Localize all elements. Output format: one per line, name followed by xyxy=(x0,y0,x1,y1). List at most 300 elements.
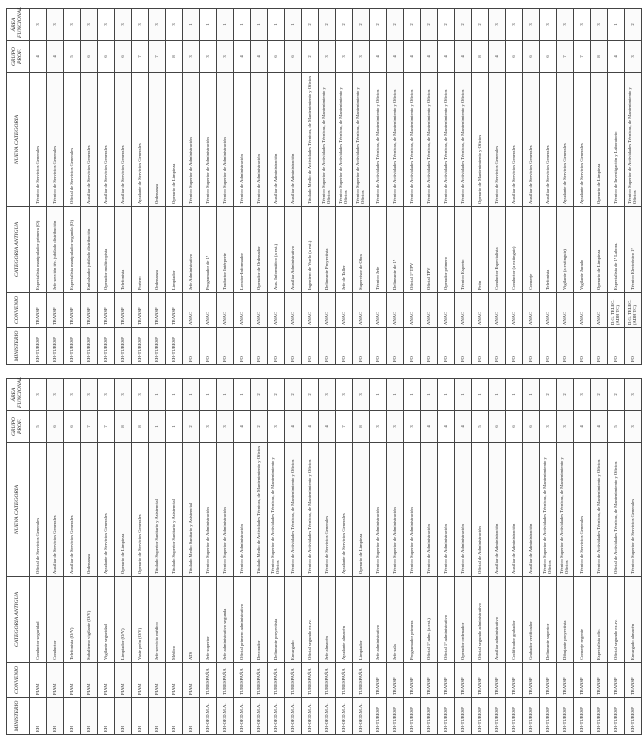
cell-grupo-prof: 7 xyxy=(149,41,166,73)
table-row xyxy=(98,9,115,365)
cell-grupo-prof: 4 xyxy=(574,411,591,443)
cell-categoria-antigua: Jefe administrativo xyxy=(370,577,387,663)
cell-convenio: TRANSP xyxy=(540,663,557,698)
cell-grupo-prof: 6 xyxy=(506,411,523,443)
cell-grupo-prof: 4 xyxy=(285,411,302,443)
cell-categoria-antigua: Dibujante proyectista xyxy=(557,577,574,663)
cell-convenio: ANAC xyxy=(183,293,200,328)
cell-ministerio: EH-TURESP xyxy=(557,698,574,735)
cell-grupo-prof: 4 xyxy=(387,41,404,73)
cell-grupo-prof: 8 xyxy=(353,411,370,443)
cell-ministerio: FO xyxy=(234,328,251,365)
table-row xyxy=(132,379,149,735)
cell-area-funcional: 3 xyxy=(506,9,523,41)
cell-categoria-antigua: Auxiliar Administrativo xyxy=(285,207,302,293)
cell-categoria-antigua: Vaste peón (O/V) xyxy=(132,577,149,663)
cell-ministerio: FO xyxy=(438,328,455,365)
cell-convenio: ANAC xyxy=(591,293,608,328)
cell-ministerio: EH-TURESP xyxy=(132,328,149,365)
cell-convenio: PIAM xyxy=(149,663,166,698)
cell-convenio: ANAC xyxy=(251,293,268,328)
cell-grupo-prof: 3 xyxy=(625,411,642,443)
table-row xyxy=(625,379,642,735)
cell-area-funcional: 3 xyxy=(47,379,64,411)
cell-area-funcional: 2 xyxy=(319,9,336,41)
table-row xyxy=(268,9,285,365)
cell-nueva-categoria: Técnico de Administración xyxy=(234,443,251,577)
table-row xyxy=(489,9,506,365)
cell-categoria-antigua: Vigilante Jurado xyxy=(574,207,591,293)
header-area-funcional: ÁREA FUNCIONAL xyxy=(7,9,30,41)
cell-area-funcional: 2 xyxy=(387,9,404,41)
cell-grupo-prof: 6 xyxy=(81,41,98,73)
cell-ministerio: FO xyxy=(268,328,285,365)
cell-ministerio: EH-TURESP xyxy=(98,328,115,365)
table-header-row xyxy=(7,379,30,735)
cell-nueva-categoria: Técnico Superior de Actividades Técnicas, de Mantenimiento y Oficios xyxy=(625,73,642,207)
table-header-row xyxy=(7,9,30,365)
cell-ministerio: EH-TURESP xyxy=(506,698,523,735)
cell-grupo-prof: 4 xyxy=(234,411,251,443)
table-row xyxy=(251,379,268,735)
cell-area-funcional: 1 xyxy=(370,379,387,411)
cell-area-funcional: 3 xyxy=(47,9,64,41)
cell-convenio: ANAC xyxy=(268,293,285,328)
cell-area-funcional: 3 xyxy=(98,9,115,41)
cell-nueva-categoria: Técnico Superior de Actividades Técnicas, de Mantenimiento y Oficios xyxy=(268,443,285,577)
cell-categoria-antigua: Ingeniero de Vuelo (a ext.) xyxy=(302,207,319,293)
cell-grupo-prof: 3 xyxy=(404,411,421,443)
cell-ministerio: FO xyxy=(540,328,557,365)
table-row xyxy=(149,9,166,365)
cell-convenio: TRANSP xyxy=(132,293,149,328)
cell-convenio: TURESPAÑA xyxy=(336,663,353,698)
cell-categoria-antigua: Codificador grabador xyxy=(506,577,523,663)
cell-nueva-categoria: Auxiliar de Servicios Generales xyxy=(81,73,98,207)
table-row xyxy=(421,379,438,735)
table-row xyxy=(166,9,183,365)
cell-convenio: ANAC xyxy=(217,293,234,328)
cell-nueva-categoria: Técnico Superior de Actividades Técnicas, de Mantenimiento y Oficios xyxy=(336,73,353,207)
table-row xyxy=(353,379,370,735)
cell-area-funcional: 1 xyxy=(608,9,625,41)
cell-categoria-antigua: Oficial primero administrativo xyxy=(234,577,251,663)
cell-nueva-categoria: Técnico Superior de Actividades Técnicas, de Mantenimiento y Oficios xyxy=(353,73,370,207)
right-category-table xyxy=(6,8,642,365)
cell-nueva-categoria: Técnico de Actividades Técnicas, de Mantenimiento y Oficios xyxy=(404,73,421,207)
cell-ministerio: EH-TURESP xyxy=(574,698,591,735)
cell-convenio: TRANSP xyxy=(47,293,64,328)
cell-categoria-antigua: Telefonista xyxy=(115,207,132,293)
table-row xyxy=(472,9,489,365)
cell-ministerio: FO xyxy=(506,328,523,365)
cell-convenio: TRANSP xyxy=(149,293,166,328)
cell-convenio: TRANSP xyxy=(98,293,115,328)
table-row xyxy=(370,379,387,735)
cell-nueva-categoria: Técnico de Actividades Técnicas, de Mantenimiento y Oficios xyxy=(591,443,608,577)
cell-categoria-antigua: Limpiador (O/V) xyxy=(115,577,132,663)
cell-categoria-antigua: Traductor Intérprete xyxy=(217,207,234,293)
cell-convenio: TRANSP xyxy=(557,663,574,698)
cell-categoria-antigua: Programador primera xyxy=(404,577,421,663)
cell-categoria-antigua: Auxiliar administrativo xyxy=(489,577,506,663)
cell-ministerio: EH xyxy=(166,698,183,735)
cell-area-funcional: 3 xyxy=(30,379,47,411)
cell-grupo-prof: 3 xyxy=(336,41,353,73)
cell-nueva-categoria: Titulado Superior Sanitario y Asistencial xyxy=(149,443,166,577)
cell-ministerio: EH-TURESP xyxy=(489,698,506,735)
cell-area-funcional: 3 xyxy=(557,9,574,41)
table-row xyxy=(455,9,472,365)
cell-nueva-categoria: Auxiliar de Administración xyxy=(523,443,540,577)
cell-nueva-categoria: Técnico de Administración xyxy=(234,73,251,207)
cell-categoria-antigua: Grabador verificador xyxy=(523,577,540,663)
cell-convenio: ANAC xyxy=(438,293,455,328)
cell-grupo-prof: 3 xyxy=(200,41,217,73)
header-categoria-antigua: CATEGORIA ANTIGUA xyxy=(7,207,30,293)
table-row xyxy=(438,9,455,365)
table-row xyxy=(523,9,540,365)
table-row xyxy=(523,379,540,735)
cell-ministerio: EH xyxy=(30,698,47,735)
cell-ministerio: EH-OF.D.M.A. xyxy=(353,698,370,735)
cell-convenio: ANAC xyxy=(319,293,336,328)
cell-area-funcional: 1 xyxy=(489,379,506,411)
cell-convenio: TRANSP xyxy=(421,663,438,698)
cell-categoria-antigua: Delineante de 1ª xyxy=(387,207,404,293)
cell-grupo-prof: 4 xyxy=(30,41,47,73)
cell-nueva-categoria: Operario de Limpieza xyxy=(115,443,132,577)
table-row xyxy=(285,9,302,365)
cell-categoria-antigua: Limpiador xyxy=(353,577,370,663)
cell-grupo-prof: 6 xyxy=(268,41,285,73)
cell-nueva-categoria: Técnico Superior de Administración xyxy=(387,443,404,577)
cell-nueva-categoria: Ayudante de Servicios Generales xyxy=(336,443,353,577)
cell-convenio: ANAC xyxy=(421,293,438,328)
cell-convenio: TRANSP xyxy=(608,663,625,698)
table-row xyxy=(438,379,455,735)
cell-categoria-antigua: Especialista ofic. xyxy=(591,577,608,663)
cell-ministerio: EH xyxy=(81,698,98,735)
cell-convenio: ANAC xyxy=(370,293,387,328)
cell-categoria-antigua: Portero xyxy=(132,207,149,293)
cell-categoria-antigua: Jefe servicio médico xyxy=(149,577,166,663)
cell-nueva-categoria: Auxiliar de Servicios Generales xyxy=(115,73,132,207)
cell-grupo-prof: 7 xyxy=(557,41,574,73)
cell-convenio: TRANSP xyxy=(472,663,489,698)
cell-grupo-prof: 4 xyxy=(302,411,319,443)
table-row xyxy=(574,379,591,735)
cell-categoria-antigua: Delineante superior xyxy=(540,577,557,663)
cell-categoria-antigua: Conductor seguridad xyxy=(30,577,47,663)
cell-grupo-prof: 8 xyxy=(472,41,489,73)
table-row xyxy=(234,379,251,735)
left-category-table xyxy=(6,378,642,735)
cell-categoria-antigua: Jefe Administrativo xyxy=(183,207,200,293)
cell-nueva-categoria: Técnico Superior de Servicios Generales xyxy=(625,443,642,577)
cell-area-funcional: 3 xyxy=(336,379,353,411)
table-row xyxy=(47,9,64,365)
cell-grupo-prof: 4 xyxy=(438,411,455,443)
cell-categoria-antigua: Delineante proyectista xyxy=(268,577,285,663)
cell-categoria-antigua: Peón xyxy=(472,207,489,293)
table-row xyxy=(557,9,574,365)
cell-convenio: ANAC xyxy=(302,293,319,328)
header-convenio: CONVENIO xyxy=(7,293,30,328)
cell-grupo-prof: 8 xyxy=(132,411,149,443)
cell-categoria-antigua: Conductor (a extinguir) xyxy=(506,207,523,293)
cell-categoria-antigua: Telefonista xyxy=(540,207,557,293)
cell-categoria-antigua: Especialista de 1ª Labora. xyxy=(608,207,625,293)
table-row xyxy=(370,9,387,365)
cell-nueva-categoria: Ayudante de Servicios Generales xyxy=(132,73,149,207)
cell-nueva-categoria: Ordenanza xyxy=(81,443,98,577)
cell-grupo-prof: 5 xyxy=(472,411,489,443)
cell-area-funcional: 2 xyxy=(421,9,438,41)
cell-convenio: ANAC xyxy=(455,293,472,328)
cell-convenio: PIAM xyxy=(115,663,132,698)
cell-categoria-antigua: Encargado xyxy=(285,577,302,663)
header-ministerio: MINISTERIO xyxy=(7,328,30,365)
cell-grupo-prof: 3 xyxy=(370,411,387,443)
cell-ministerio: FO xyxy=(455,328,472,365)
cell-grupo-prof: 6 xyxy=(489,411,506,443)
cell-ministerio: FO xyxy=(557,328,574,365)
cell-grupo-prof: 2 xyxy=(183,411,200,443)
header-grupo-prof: GRUPO PROF. xyxy=(7,411,30,443)
cell-categoria-antigua: Conductor Especialista xyxy=(489,207,506,293)
cell-nueva-categoria: Oficial de Actividades Técnicas, de Mantenimiento y Oficios xyxy=(608,443,625,577)
cell-nueva-categoria: Auxiliar de Servicios Generales xyxy=(64,443,81,577)
table-row xyxy=(234,9,251,365)
header-convenio: CONVENIO xyxy=(7,663,30,698)
cell-area-funcional: 2 xyxy=(455,9,472,41)
cell-area-funcional: 1 xyxy=(438,379,455,411)
cell-convenio: TRANSP xyxy=(574,663,591,698)
cell-ministerio: FO xyxy=(404,328,421,365)
cell-nueva-categoria: Técnico de Servicios Generales xyxy=(319,443,336,577)
cell-nueva-categoria: Operario de Limpieza xyxy=(166,73,183,207)
table-row xyxy=(81,379,98,735)
cell-categoria-antigua: Oficial segundo administrativo xyxy=(472,577,489,663)
cell-categoria-antigua: Especialista manipulador segunda (O) xyxy=(64,207,81,293)
cell-area-funcional: 1 xyxy=(217,379,234,411)
cell-ministerio: FO xyxy=(370,328,387,365)
table-row xyxy=(251,9,268,365)
table-row xyxy=(506,9,523,365)
cell-ministerio: EH xyxy=(98,698,115,735)
table-row xyxy=(200,379,217,735)
cell-convenio: PIAM xyxy=(183,663,200,698)
table-row xyxy=(64,379,81,735)
cell-grupo-prof: 7 xyxy=(336,411,353,443)
cell-grupo-prof: 6 xyxy=(506,41,523,73)
cell-area-funcional: 3 xyxy=(30,9,47,41)
cell-area-funcional: 2 xyxy=(302,9,319,41)
cell-area-funcional: 3 xyxy=(98,379,115,411)
cell-nueva-categoria: Técnico Superior de Actividades Técnicas, de Mantenimiento y Oficios xyxy=(557,443,574,577)
cell-grupo-prof: 6 xyxy=(523,411,540,443)
table-row xyxy=(115,379,132,735)
cell-categoria-antigua: Conserje xyxy=(523,207,540,293)
cell-nueva-categoria: Auxiliar de Servicios Generales xyxy=(98,73,115,207)
cell-convenio: PIAM xyxy=(64,663,81,698)
cell-ministerio: FO xyxy=(285,328,302,365)
cell-ministerio: EH-OF.D.M.A. xyxy=(336,698,353,735)
cell-categoria-antigua: Operador ordenador xyxy=(455,577,472,663)
cell-convenio: PIAM xyxy=(47,663,64,698)
table-row xyxy=(166,379,183,735)
cell-grupo-prof: 3 xyxy=(183,41,200,73)
cell-convenio: ANAC xyxy=(336,293,353,328)
cell-nueva-categoria: Técnico Superior de Administración xyxy=(200,73,217,207)
table-row xyxy=(404,9,421,365)
cell-grupo-prof: 5 xyxy=(30,411,47,443)
cell-area-funcional: 1 xyxy=(268,9,285,41)
cell-area-funcional: 1 xyxy=(200,379,217,411)
cell-convenio: TRANSP xyxy=(455,663,472,698)
cell-grupo-prof: 6 xyxy=(523,41,540,73)
cell-area-funcional: 3 xyxy=(625,379,642,411)
table-row xyxy=(387,9,404,365)
cell-ministerio: EH xyxy=(132,698,149,735)
cell-area-funcional: 3 xyxy=(166,9,183,41)
cell-categoria-antigua: Decorador xyxy=(251,577,268,663)
cell-nueva-categoria: Auxiliar de Servicios Generales xyxy=(540,73,557,207)
cell-area-funcional: 2 xyxy=(302,379,319,411)
cell-categoria-antigua: Conductor xyxy=(47,577,64,663)
cell-nueva-categoria: Técnico de Servicios Generales xyxy=(574,443,591,577)
cell-convenio: TURESPAÑA xyxy=(353,663,370,698)
cell-grupo-prof: 6 xyxy=(64,411,81,443)
cell-grupo-prof: 2 xyxy=(251,411,268,443)
cell-categoria-antigua: Oficial segundo ex.rv. xyxy=(608,577,625,663)
cell-ministerio: EH-OF.D.M.A. xyxy=(251,698,268,735)
cell-grupo-prof: 4 xyxy=(370,41,387,73)
cell-convenio: PIAM xyxy=(81,663,98,698)
cell-ministerio: FO xyxy=(251,328,268,365)
cell-categoria-antigua: Jefe sección téc. jubilado distribución xyxy=(47,207,64,293)
cell-grupo-prof: 8 xyxy=(115,411,132,443)
cell-convenio: ANAC xyxy=(557,293,574,328)
cell-area-funcional: 1 xyxy=(183,9,200,41)
cell-convenio: TRANSP xyxy=(625,663,642,698)
cell-convenio: PIAM xyxy=(30,663,47,698)
cell-ministerio: FO xyxy=(353,328,370,365)
cell-categoria-antigua: Embalsador jubilado distribución xyxy=(81,207,98,293)
cell-convenio: TRANSP xyxy=(438,663,455,698)
cell-convenio: TURESPAÑA xyxy=(200,663,217,698)
cell-categoria-antigua: Especialista manipulador primera (O) xyxy=(30,207,47,293)
cell-grupo-prof: 6 xyxy=(115,41,132,73)
cell-area-funcional: 1 xyxy=(523,379,540,411)
cell-convenio: TRANSP xyxy=(591,663,608,698)
cell-nueva-categoria: Técnico de Administración xyxy=(421,443,438,577)
cell-ministerio: EH-TURESP xyxy=(591,698,608,735)
cell-area-funcional: 3 xyxy=(64,9,81,41)
cell-grupo-prof: 3 xyxy=(217,411,234,443)
table-row xyxy=(455,379,472,735)
cell-ministerio: FO xyxy=(336,328,353,365)
table-row xyxy=(319,9,336,365)
cell-grupo-prof: 4 xyxy=(438,41,455,73)
cell-area-funcional: 3 xyxy=(115,379,132,411)
cell-area-funcional: 2 xyxy=(591,379,608,411)
cell-ministerio: EH-TURESP xyxy=(30,328,47,365)
cell-grupo-prof: 7 xyxy=(574,41,591,73)
cell-convenio: TRANSP xyxy=(30,293,47,328)
cell-categoria-antigua: Técnico Experto xyxy=(455,207,472,293)
cell-ministerio: EH-TURESP xyxy=(115,328,132,365)
cell-grupo-prof: 1 xyxy=(166,411,183,443)
cell-ministerio: FO xyxy=(523,328,540,365)
cell-convenio: TRANSP xyxy=(115,293,132,328)
header-nueva-categoria: NUEVA CATEGORIA xyxy=(7,73,30,207)
cell-nueva-categoria: Técnico de Actividades Técnicas, de Mantenimiento y Oficios xyxy=(387,73,404,207)
cell-area-funcional: 1 xyxy=(455,379,472,411)
cell-grupo-prof: 4 xyxy=(455,41,472,73)
cell-convenio: TRANSP xyxy=(81,293,98,328)
cell-area-funcional: 1 xyxy=(183,379,200,411)
cell-convenio: TURESPAÑA xyxy=(268,663,285,698)
cell-convenio: ANAC xyxy=(472,293,489,328)
cell-nueva-categoria: Oficial de Servicios Generales xyxy=(64,73,81,207)
cell-area-funcional: 1 xyxy=(234,379,251,411)
table-row xyxy=(47,379,64,735)
cell-grupo-prof: 2 xyxy=(302,41,319,73)
cell-nueva-categoria: Ayudante de Servicios Generales xyxy=(98,443,115,577)
cell-categoria-antigua: Oficial 1ª adm. (a ext.) xyxy=(421,577,438,663)
cell-convenio: PIAM xyxy=(132,663,149,698)
table-row xyxy=(336,379,353,735)
cell-area-funcional: 3 xyxy=(81,9,98,41)
cell-ministerio: EH-TURESP xyxy=(81,328,98,365)
cell-area-funcional: 1 xyxy=(421,379,438,411)
table-row xyxy=(336,9,353,365)
cell-grupo-prof: 6 xyxy=(285,41,302,73)
cell-grupo-prof: 4 xyxy=(489,41,506,73)
cell-area-funcional: 2 xyxy=(268,379,285,411)
cell-ministerio: FO xyxy=(302,328,319,365)
cell-area-funcional: 2 xyxy=(404,9,421,41)
header-grupo-prof: GRUPO PROF. xyxy=(7,41,30,73)
table-row xyxy=(489,379,506,735)
cell-convenio: TRANSP xyxy=(489,663,506,698)
cell-area-funcional: 1 xyxy=(285,9,302,41)
cell-convenio: D.G. TELEC. (ADH TC) xyxy=(608,293,625,328)
cell-grupo-prof: 7 xyxy=(81,411,98,443)
cell-nueva-categoria: Auxiliar de Servicios Generales xyxy=(523,73,540,207)
cell-convenio: TRANSP xyxy=(506,663,523,698)
cell-area-funcional: 1 xyxy=(200,9,217,41)
cell-categoria-antigua: Jefe de Taller xyxy=(336,207,353,293)
cell-categoria-antigua: Telefonista (O/V) xyxy=(64,577,81,663)
cell-categoria-antigua: Técnico Jefe xyxy=(370,207,387,293)
cell-nueva-categoria: Auxiliar de Administración xyxy=(489,443,506,577)
cell-convenio: ANAC xyxy=(489,293,506,328)
cell-area-funcional: 1 xyxy=(251,9,268,41)
cell-categoria-antigua: Jefe administrativo segunda xyxy=(217,577,234,663)
cell-area-funcional: 3 xyxy=(81,379,98,411)
cell-ministerio: EH xyxy=(149,698,166,735)
cell-area-funcional: 3 xyxy=(132,379,149,411)
cell-convenio: ANAC xyxy=(387,293,404,328)
cell-area-funcional: 3 xyxy=(540,9,557,41)
table-row xyxy=(404,379,421,735)
cell-grupo-prof: 4 xyxy=(591,411,608,443)
cell-area-funcional: 1 xyxy=(472,379,489,411)
cell-nueva-categoria: Ayudante de Servicios Generales xyxy=(557,73,574,207)
